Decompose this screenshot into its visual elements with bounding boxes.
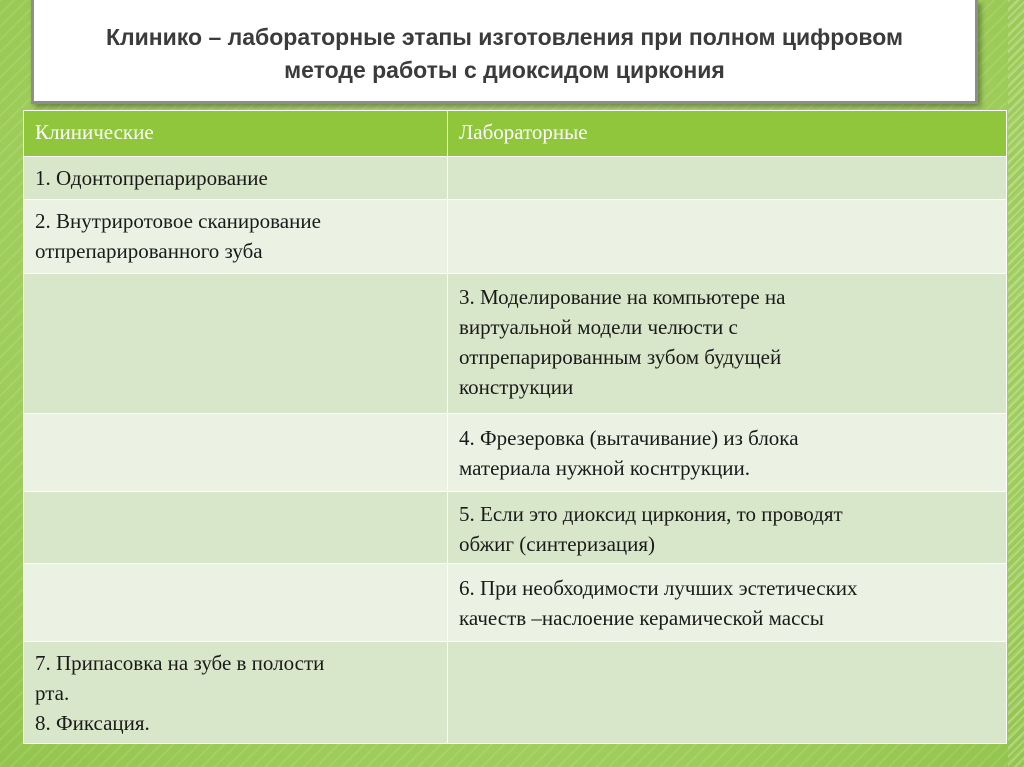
cell-text: 5. Если это диоксид циркония, то проводят обжиг (синтеризация) <box>459 502 843 556</box>
clinical-cell <box>24 642 448 744</box>
laboratory-cell <box>448 642 1007 744</box>
clinical-cell <box>24 492 448 564</box>
cell-text: 6. При необходимости лучших эстетических качеств –наслоение керамической массы <box>459 576 858 630</box>
table-row <box>24 642 1007 744</box>
cell-text: 4. Фрезеровка (вытачивание) из блока материала нужной коснтрукции. <box>459 426 799 480</box>
table-row <box>24 414 1007 492</box>
table-header-row <box>24 111 1007 157</box>
clinical-cell <box>24 157 448 200</box>
table-row <box>24 564 1007 642</box>
cell-text: 3. Моделирование на компьютере на виртуальной модели челюсти с отпрепарированным зубом будущей конструкции <box>459 285 786 399</box>
decorative-strip <box>1008 0 1024 767</box>
clinical-cell <box>24 414 448 492</box>
clinical-cell <box>24 200 448 274</box>
table-row <box>24 274 1007 414</box>
laboratory-cell <box>448 492 1007 564</box>
stages-table <box>23 110 1007 744</box>
table-row <box>24 157 1007 200</box>
header-laboratory: Лабораторные <box>448 111 1007 157</box>
laboratory-cell <box>448 414 1007 492</box>
title-box <box>31 0 978 104</box>
cell-text: 1. Одонтопрепарирование <box>35 166 268 190</box>
table-row <box>24 492 1007 564</box>
laboratory-cell <box>448 200 1007 274</box>
slide-title: Клинико – лабораторные этапы изготовления при полном цифровом методе работы с диоксидом циркония <box>105 23 903 83</box>
cell-text: 7. Припасовка на зубе в полости рта. 8. Фиксация. <box>35 651 325 735</box>
stages-table-container <box>23 110 1006 744</box>
laboratory-cell <box>448 564 1007 642</box>
header-clinical: Клинические <box>24 111 448 157</box>
laboratory-cell <box>448 274 1007 414</box>
laboratory-cell <box>448 157 1007 200</box>
clinical-cell <box>24 564 448 642</box>
table-row <box>24 200 1007 274</box>
clinical-cell <box>24 274 448 414</box>
cell-text: 2. Внутриротовое сканирование отпрепарированного зуба <box>35 209 321 263</box>
